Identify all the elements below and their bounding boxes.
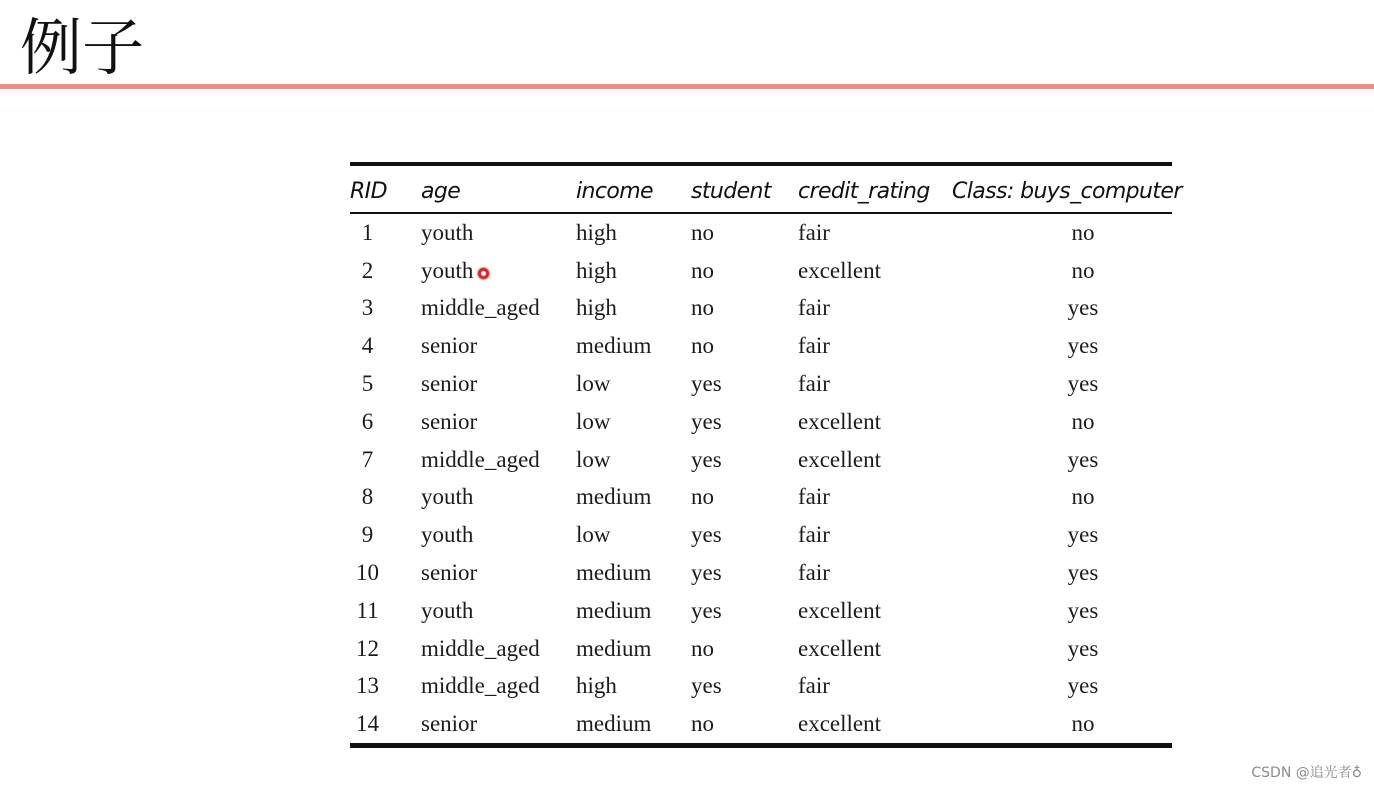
header-class-buys-computer: Class: buys_computer	[952, 178, 1182, 204]
table-row	[350, 479, 1172, 517]
cell-rid: 9	[361, 522, 374, 548]
cell-rid: 7	[361, 446, 374, 472]
cell-income: high	[576, 257, 617, 283]
cell-credit-rating: fair	[798, 673, 830, 699]
cell-class: yes	[1067, 597, 1099, 623]
title-divider	[0, 84, 1374, 89]
cell-rid: 1	[361, 219, 374, 245]
cell-income: high	[576, 673, 617, 699]
header-credit-rating: credit_rating	[798, 178, 930, 204]
cell-age: middle_aged	[421, 295, 540, 321]
cell-student: yes	[691, 446, 722, 472]
table-row	[350, 403, 1172, 441]
cell-student: yes	[691, 522, 722, 548]
cell-income: low	[576, 371, 611, 397]
watermark: CSDN @追光者♁	[1251, 765, 1362, 781]
cell-class: yes	[1067, 635, 1099, 661]
header-rid: RID	[350, 178, 387, 204]
cell-age: youth	[421, 219, 474, 245]
cell-rid: 8	[361, 484, 374, 510]
cell-class: yes	[1067, 673, 1099, 699]
table-row	[350, 365, 1172, 403]
cell-class: yes	[1067, 446, 1099, 472]
cell-credit-rating: excellent	[798, 257, 882, 283]
cell-student: no	[691, 333, 714, 359]
table-row	[350, 592, 1172, 630]
cell-class: yes	[1067, 371, 1099, 397]
table-row	[350, 630, 1172, 668]
cell-class: yes	[1067, 522, 1099, 548]
cell-student: no	[691, 257, 714, 283]
cell-class: no	[1071, 219, 1095, 245]
cell-age: youth	[421, 257, 474, 283]
cell-rid: 14	[356, 711, 379, 737]
table-body	[350, 213, 1172, 746]
table-header	[350, 164, 1182, 213]
cell-age: middle_aged	[421, 635, 540, 661]
cell-age: middle_aged	[421, 446, 540, 472]
cell-student: no	[691, 484, 714, 510]
cell-income: high	[576, 295, 617, 321]
cell-income: low	[576, 408, 611, 434]
cell-student: no	[691, 635, 714, 661]
cell-age: youth	[421, 522, 474, 548]
cell-rid: 2	[361, 257, 374, 283]
cell-student: yes	[691, 673, 722, 699]
cell-rid: 11	[356, 597, 379, 623]
cell-income: low	[576, 522, 611, 548]
cell-credit-rating: excellent	[798, 597, 882, 623]
cell-credit-rating: fair	[798, 484, 830, 510]
cell-credit-rating: fair	[798, 371, 830, 397]
cell-credit-rating: excellent	[798, 408, 882, 434]
cell-rid: 3	[361, 295, 374, 321]
laser-pointer-dot-icon	[477, 267, 490, 280]
cell-income: medium	[576, 333, 652, 359]
table-row	[350, 554, 1172, 592]
table-row	[350, 441, 1172, 479]
cell-age: senior	[421, 560, 478, 586]
table-row	[350, 516, 1172, 554]
cell-income: medium	[576, 597, 652, 623]
table-row	[350, 290, 1172, 328]
cell-rid: 10	[356, 560, 379, 586]
header-age: age	[421, 178, 461, 204]
cell-student: yes	[691, 560, 722, 586]
table-row	[350, 213, 1172, 252]
cell-income: medium	[576, 484, 652, 510]
cell-age: middle_aged	[421, 673, 540, 699]
table-row	[350, 705, 1172, 745]
slide-title: 例子	[20, 11, 145, 84]
cell-credit-rating: fair	[798, 219, 830, 245]
cell-class: no	[1071, 711, 1095, 737]
header-income: income	[576, 178, 653, 204]
cell-income: medium	[576, 711, 652, 737]
table-row	[350, 668, 1172, 706]
cell-income: low	[576, 446, 611, 472]
cell-income: medium	[576, 635, 652, 661]
cell-rid: 4	[361, 333, 374, 359]
cell-credit-rating: fair	[798, 560, 830, 586]
cell-class: yes	[1067, 295, 1099, 321]
cell-age: senior	[421, 408, 478, 434]
cell-class: no	[1071, 408, 1095, 434]
cell-age: youth	[421, 484, 474, 510]
data-table-container	[350, 162, 1182, 748]
table-row	[350, 252, 1172, 290]
cell-class: no	[1071, 484, 1095, 510]
cell-rid: 5	[361, 371, 374, 397]
cell-age: senior	[421, 371, 478, 397]
cell-rid: 6	[361, 408, 374, 434]
training-data-table	[350, 162, 1182, 748]
cell-class: yes	[1067, 560, 1099, 586]
cell-age: senior	[421, 711, 478, 737]
cell-student: no	[691, 219, 714, 245]
cell-class: yes	[1067, 333, 1099, 359]
cell-student: yes	[691, 371, 722, 397]
cell-credit-rating: excellent	[798, 711, 882, 737]
cell-credit-rating: fair	[798, 295, 830, 321]
table-header-row	[350, 164, 1172, 213]
cell-rid: 13	[356, 673, 379, 699]
cell-credit-rating: fair	[798, 333, 830, 359]
cell-income: medium	[576, 560, 652, 586]
cell-income: high	[576, 219, 617, 245]
header-student: student	[691, 178, 771, 204]
cell-class: no	[1071, 257, 1095, 283]
cell-credit-rating: excellent	[798, 446, 882, 472]
cell-student: no	[691, 711, 714, 737]
cell-student: no	[691, 295, 714, 321]
cell-credit-rating: fair	[798, 522, 830, 548]
cell-age: senior	[421, 333, 478, 359]
cell-student: yes	[691, 408, 722, 434]
table-row	[350, 327, 1172, 365]
cell-rid: 12	[356, 635, 379, 661]
cell-credit-rating: excellent	[798, 635, 882, 661]
cell-age: youth	[421, 597, 474, 623]
cell-student: yes	[691, 597, 722, 623]
